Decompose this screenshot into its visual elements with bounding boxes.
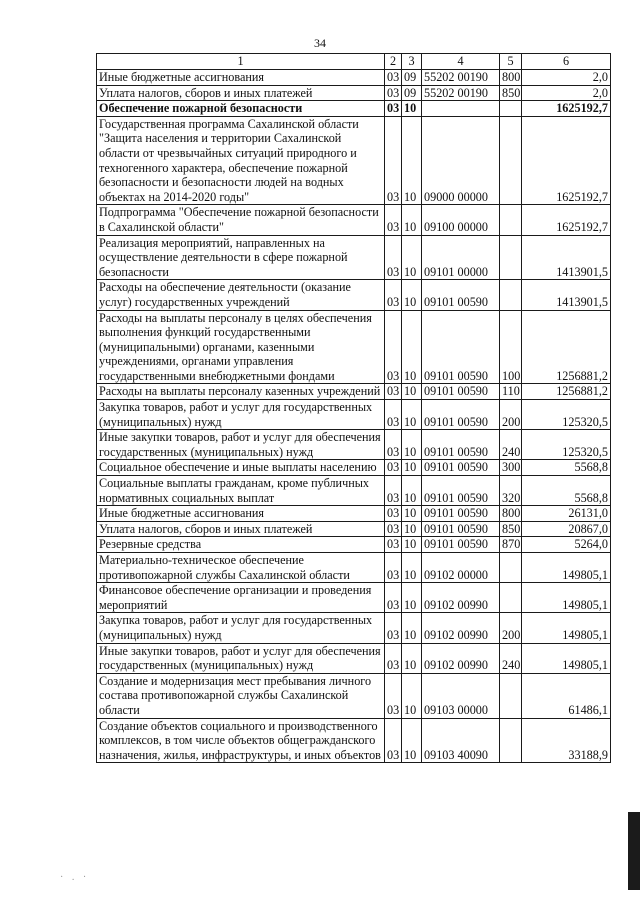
row-expense-type: 800 — [500, 70, 522, 86]
row-name: Иные закупки товаров, работ и услуг для обеспечения государственных (муниципальных) нужд — [97, 430, 385, 460]
row-section: 03 — [385, 70, 402, 86]
row-target-article: 09102 00000 — [422, 553, 500, 583]
row-expense-type — [500, 553, 522, 583]
row-expense-type — [500, 280, 522, 310]
row-expense-type: 320 — [500, 476, 522, 506]
row-target-article: 09101 00590 — [422, 460, 500, 476]
row-expense-type: 100 — [500, 310, 522, 384]
row-name: Материально-техническое обеспечение противопожарной службы Сахалинской области — [97, 553, 385, 583]
row-subsection: 10 — [402, 101, 422, 117]
row-subsection: 10 — [402, 718, 422, 763]
row-expense-type: 850 — [500, 521, 522, 537]
row-amount: 149805,1 — [522, 643, 611, 673]
row-section: 03 — [385, 537, 402, 553]
row-target-article: 55202 00190 — [422, 85, 500, 101]
row-expense-type — [500, 583, 522, 613]
table-row — [97, 718, 611, 763]
row-target-article: 09101 00590 — [422, 430, 500, 460]
row-amount: 1256881,2 — [522, 384, 611, 400]
table-row — [97, 235, 611, 280]
row-name: Расходы на обеспечение деятельности (оказание услуг) государственных учреждений — [97, 280, 385, 310]
row-target-article — [422, 101, 500, 117]
row-target-article: 09101 00590 — [422, 310, 500, 384]
row-target-article: 09100 00000 — [422, 205, 500, 235]
column-header-expense-type: 5 — [500, 54, 522, 70]
table-row — [97, 101, 611, 117]
table-row — [97, 553, 611, 583]
page-number: 34 — [314, 36, 326, 50]
table-row — [97, 85, 611, 101]
row-expense-type — [500, 116, 522, 205]
row-section: 03 — [385, 280, 402, 310]
row-subsection: 10 — [402, 310, 422, 384]
row-name: Уплата налогов, сборов и иных платежей — [97, 521, 385, 537]
row-subsection: 10 — [402, 476, 422, 506]
table-row — [97, 583, 611, 613]
row-name: Уплата налогов, сборов и иных платежей — [97, 85, 385, 101]
row-target-article: 09102 00990 — [422, 583, 500, 613]
row-section: 03 — [385, 310, 402, 384]
row-section: 03 — [385, 643, 402, 673]
row-target-article: 09000 00000 — [422, 116, 500, 205]
row-target-article: 09101 00000 — [422, 235, 500, 280]
row-section: 03 — [385, 673, 402, 718]
row-section: 03 — [385, 235, 402, 280]
row-target-article: 09103 00000 — [422, 673, 500, 718]
row-section: 03 — [385, 476, 402, 506]
row-target-article: 09101 00590 — [422, 521, 500, 537]
table-row — [97, 70, 611, 86]
row-name: Реализация мероприятий, направленных на осуществление деятельности в сфере пожарной безопасности — [97, 235, 385, 280]
row-section: 03 — [385, 460, 402, 476]
scan-specks: · . · — [60, 872, 90, 883]
row-subsection: 10 — [402, 673, 422, 718]
row-expense-type: 850 — [500, 85, 522, 101]
table-row — [97, 430, 611, 460]
row-amount: 149805,1 — [522, 553, 611, 583]
row-subsection: 10 — [402, 205, 422, 235]
row-section: 03 — [385, 116, 402, 205]
row-name: Обеспечение пожарной безопасности — [97, 101, 385, 117]
row-amount: 2,0 — [522, 85, 611, 101]
row-subsection: 10 — [402, 235, 422, 280]
row-name: Государственная программа Сахалинской области "Защита населения и территории Сахалинской области от чрезвычайных ситуаций природного и техногенного характера, обеспечение пожарной безопасности и безопасности людей на водных объектах на 2014-2020 годы" — [97, 116, 385, 205]
row-target-article: 09102 00990 — [422, 613, 500, 643]
table-row — [97, 280, 611, 310]
row-name: Социальное обеспечение и иные выплаты населению — [97, 460, 385, 476]
row-target-article: 55202 00190 — [422, 70, 500, 86]
row-expense-type — [500, 205, 522, 235]
table-row — [97, 116, 611, 205]
table-row — [97, 310, 611, 384]
row-subsection: 10 — [402, 521, 422, 537]
column-header-subsection: 3 — [402, 54, 422, 70]
row-subsection: 10 — [402, 280, 422, 310]
row-subsection: 10 — [402, 537, 422, 553]
row-expense-type: 240 — [500, 643, 522, 673]
row-target-article: 09101 00590 — [422, 476, 500, 506]
row-expense-type: 240 — [500, 430, 522, 460]
row-amount: 149805,1 — [522, 583, 611, 613]
row-section: 03 — [385, 553, 402, 583]
table-row — [97, 506, 611, 522]
row-amount: 1413901,5 — [522, 235, 611, 280]
table-row — [97, 384, 611, 400]
table-row — [97, 205, 611, 235]
row-expense-type: 800 — [500, 506, 522, 522]
row-section: 03 — [385, 718, 402, 763]
row-name: Финансовое обеспечение организации и проведения мероприятий — [97, 583, 385, 613]
row-section: 03 — [385, 583, 402, 613]
row-subsection: 10 — [402, 384, 422, 400]
row-name: Иные бюджетные ассигнования — [97, 70, 385, 86]
table-row — [97, 537, 611, 553]
row-amount: 125320,5 — [522, 430, 611, 460]
row-target-article: 09101 00590 — [422, 506, 500, 522]
row-section: 03 — [385, 205, 402, 235]
row-name: Закупка товаров, работ и услуг для государственных (муниципальных) нужд — [97, 400, 385, 430]
row-name: Социальные выплаты гражданам, кроме публичных нормативных социальных выплат — [97, 476, 385, 506]
table-row — [97, 400, 611, 430]
row-amount: 149805,1 — [522, 613, 611, 643]
row-amount: 1625192,7 — [522, 101, 611, 117]
row-subsection: 09 — [402, 85, 422, 101]
row-expense-type — [500, 718, 522, 763]
header-row — [97, 54, 611, 70]
row-section: 03 — [385, 613, 402, 643]
row-name: Создание объектов социального и производственного комплексов, в том числе объектов общегражданского назначения, жилья, инфраструктуры, и иных объектов — [97, 718, 385, 763]
row-section: 03 — [385, 85, 402, 101]
row-amount: 1413901,5 — [522, 280, 611, 310]
column-header-section: 2 — [385, 54, 402, 70]
row-subsection: 10 — [402, 460, 422, 476]
table-row — [97, 521, 611, 537]
row-subsection: 10 — [402, 400, 422, 430]
row-amount: 1625192,7 — [522, 116, 611, 205]
row-name: Подпрограмма "Обеспечение пожарной безопасности в Сахалинской области" — [97, 205, 385, 235]
row-section: 03 — [385, 384, 402, 400]
row-name: Иные закупки товаров, работ и услуг для обеспечения государственных (муниципальных) нужд — [97, 643, 385, 673]
row-subsection: 10 — [402, 553, 422, 583]
row-name: Расходы на выплаты персоналу казенных учреждений — [97, 384, 385, 400]
row-amount: 5264,0 — [522, 537, 611, 553]
row-expense-type: 200 — [500, 613, 522, 643]
row-amount: 33188,9 — [522, 718, 611, 763]
row-expense-type: 110 — [500, 384, 522, 400]
row-subsection: 10 — [402, 506, 422, 522]
row-amount: 26131,0 — [522, 506, 611, 522]
row-name: Расходы на выплаты персоналу в целях обеспечения выполнения функций государственными (муниципальными) органами, казенными учреждениями, органами управления государственными внебюджетными фондами — [97, 310, 385, 384]
row-subsection: 10 — [402, 643, 422, 673]
row-section: 03 — [385, 506, 402, 522]
row-expense-type: 870 — [500, 537, 522, 553]
row-target-article: 09103 40090 — [422, 718, 500, 763]
row-amount: 5568,8 — [522, 460, 611, 476]
row-subsection: 10 — [402, 583, 422, 613]
row-expense-type: 200 — [500, 400, 522, 430]
row-target-article: 09101 00590 — [422, 384, 500, 400]
row-amount: 20867,0 — [522, 521, 611, 537]
row-section: 03 — [385, 521, 402, 537]
column-header-name: 1 — [97, 54, 385, 70]
row-section: 03 — [385, 430, 402, 460]
row-expense-type: 300 — [500, 460, 522, 476]
row-expense-type — [500, 673, 522, 718]
row-target-article: 09101 00590 — [422, 280, 500, 310]
row-expense-type — [500, 235, 522, 280]
column-header-amount: 6 — [522, 54, 611, 70]
row-subsection: 10 — [402, 613, 422, 643]
row-amount: 1625192,7 — [522, 205, 611, 235]
row-amount: 5568,8 — [522, 476, 611, 506]
row-amount: 1256881,2 — [522, 310, 611, 384]
scan-edge-mark — [628, 812, 640, 890]
table-row — [97, 643, 611, 673]
table-row — [97, 460, 611, 476]
row-name: Закупка товаров, работ и услуг для государственных (муниципальных) нужд — [97, 613, 385, 643]
row-name: Иные бюджетные ассигнования — [97, 506, 385, 522]
budget-table — [96, 53, 611, 763]
row-name: Создание и модернизация мест пребывания личного состава противопожарной службы Сахалинской области — [97, 673, 385, 718]
row-target-article: 09101 00590 — [422, 537, 500, 553]
table-row — [97, 613, 611, 643]
row-target-article: 09101 00590 — [422, 400, 500, 430]
row-subsection: 10 — [402, 430, 422, 460]
row-name: Резервные средства — [97, 537, 385, 553]
table-row — [97, 476, 611, 506]
table-row — [97, 673, 611, 718]
row-target-article: 09102 00990 — [422, 643, 500, 673]
row-section: 03 — [385, 101, 402, 117]
row-expense-type — [500, 101, 522, 117]
row-subsection: 10 — [402, 116, 422, 205]
row-section: 03 — [385, 400, 402, 430]
row-subsection: 09 — [402, 70, 422, 86]
row-amount: 125320,5 — [522, 400, 611, 430]
row-amount: 2,0 — [522, 70, 611, 86]
column-header-target-article: 4 — [422, 54, 500, 70]
row-amount: 61486,1 — [522, 673, 611, 718]
